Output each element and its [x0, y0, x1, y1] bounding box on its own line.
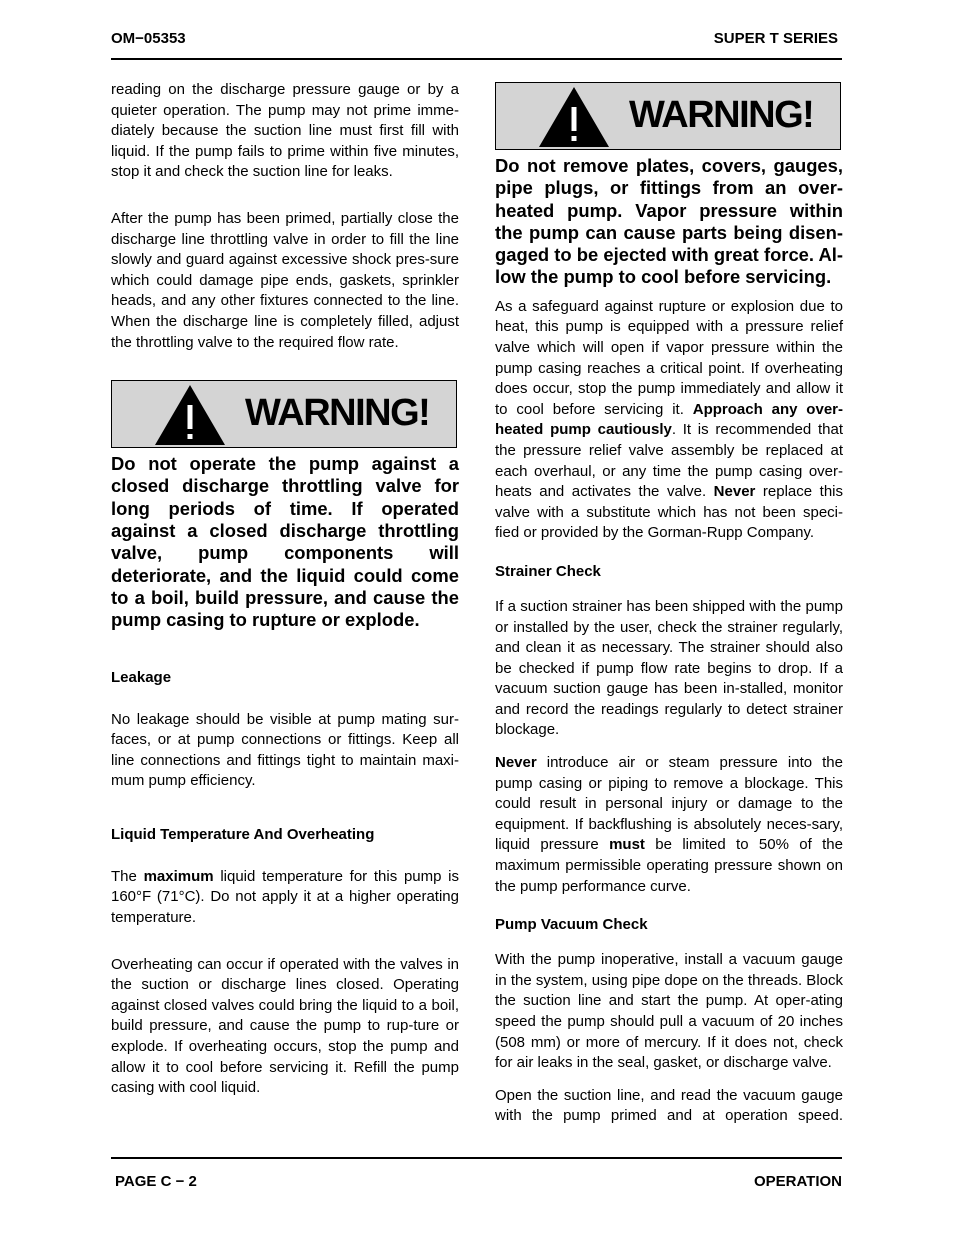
text-run: The	[111, 867, 144, 885]
text-run: . It is recommended that the pressure relief valve assembly be replaced at each overhaul, or any time the pump casing over-heats and activates the valve.	[495, 421, 843, 501]
emphasis-maximum: maximum	[143, 867, 214, 885]
text-run: replace this valve with a substitute which has not been speci-fied or provided by the Gorman-Rupp Company.	[495, 483, 843, 542]
warning-label: WARNING!	[245, 392, 430, 435]
emphasis-never: Never	[495, 754, 537, 772]
right-column	[495, 80, 843, 1127]
relief-valve-paragraph	[495, 297, 843, 544]
text-run: liquid temperature for this pump is 160°F (71°C). Do not apply it at a higher operating temperature.	[111, 867, 460, 927]
warning-triangle-icon	[537, 85, 611, 149]
warning-triangle-icon	[153, 383, 227, 447]
emphasis-never: Never	[713, 483, 756, 501]
text-run: As a safeguard against rupture or explosion due to heat, this pump is equipped with a pressure relief valve which will open if vapor pressure within the pump casing reaches a critical point. If overheating does occur, stop the pump immediately and allow it to cool before servicing it.	[495, 297, 843, 418]
warning-label: WARNING!	[629, 94, 814, 136]
backflush-paragraph	[495, 753, 843, 897]
strainer-heading: Strainer Check	[495, 562, 601, 580]
strainer-paragraph: If a suction strainer has been shipped with the pump or installed by the user, check the strainer regularly, and clean it as necessary. The strainer should also be checked if pump flow rate begins to drop. If a vacuum suction gauge has been in-stalled, monitor and record the readings regularly to detect strainer blockage.	[495, 597, 843, 739]
warning-text: Do not operate the pump against a closed discharge throttling valve for long periods of time. If operated against a closed discharge throttling valve, pump components will deteriorate, and the liquid could come to a boil, build pressure, and cause the pump casing to rupture or explode.	[111, 453, 459, 631]
text-run: introduce air or steam pressure into the pump casing or piping to remove a blockage. This could result in personal injury or damage to the equipment. If backflushing is absolutely neces-sary, liquid pressure	[495, 754, 843, 854]
text-run: be limited to 50% of the maximum permissible operating pressure shown on the pump performance curve.	[495, 836, 843, 895]
vacuum-reading-paragraph: Open the suction line, and read the vacuum gauge with the pump primed and at operation speed.	[495, 1086, 843, 1125]
footer-rule	[111, 1157, 842, 1159]
warning-text: Do not remove plates, covers, gauges, pipe plugs, or fittings from an over-heated pump. Vapor pressure within the pump can cause parts being disen-gaged to be ejected with great force. Al-low the pump to cool before servicing.	[495, 155, 843, 288]
series-title: SUPER T SERIES	[713, 30, 838, 47]
header-rule	[111, 58, 842, 60]
priming-paragraph: reading on the discharge pressure gauge or by a quieter operation. The pump may not prime imme-diately because the suction line must first fill with liquid. If the pump fails to prime within five minutes, stop it and check the suction line for leaks.	[111, 81, 459, 181]
page-number: PAGE C − 2	[115, 1173, 197, 1190]
overheating-paragraph: Overheating can occur if operated with the valves in the suction or discharge lines closed. Operating against closed valves could bring the liquid to a boil, build pressure, and cause the pump to rup-ture or explode. If overheating occurs, stop the pump and allow it to cool before servicing it. Refill the pump casing with cool liquid.	[111, 955, 459, 1097]
leakage-heading: Leakage	[111, 668, 172, 686]
warning-box	[495, 82, 841, 150]
left-column	[111, 80, 459, 1099]
throttling-paragraph: After the pump has been primed, partially close the discharge line throttling valve in order to fill the line slowly and guard against excessive shock pres-sure which could damage pipe ends, gaskets, sprinkler heads, and any other fixtures connected to the line. When the discharge line is completely filled, adjust the throttling valve to the required flow rate.	[111, 209, 459, 351]
vacuum-paragraph: With the pump inoperative, install a vacuum gauge in the system, using pipe dope on the threads. Block the suction line and start the pump. At oper-ating speed the pump should pull a vacuum of 20 inches (508 mm) or more of mercury. If it does not, check for air leaks in the seal, gasket, or discharge valve.	[495, 951, 843, 1072]
warning-box	[111, 380, 457, 448]
emphasis-approach: Approach any over-heated pump cautiously	[495, 400, 843, 439]
temperature-heading: Liquid Temperature And Overheating	[111, 825, 375, 843]
doc-number: OM−05353	[111, 30, 186, 47]
leakage-paragraph: No leakage should be visible at pump mating sur-faces, or at pump connections or fittings. Keep all line connections and fittings tight to maintain maxi-mum pump efficiency.	[111, 710, 459, 790]
vacuum-heading: Pump Vacuum Check	[495, 916, 648, 934]
section-title: OPERATION	[753, 1173, 842, 1190]
emphasis-must: must	[609, 836, 645, 854]
temperature-paragraph	[111, 867, 459, 929]
